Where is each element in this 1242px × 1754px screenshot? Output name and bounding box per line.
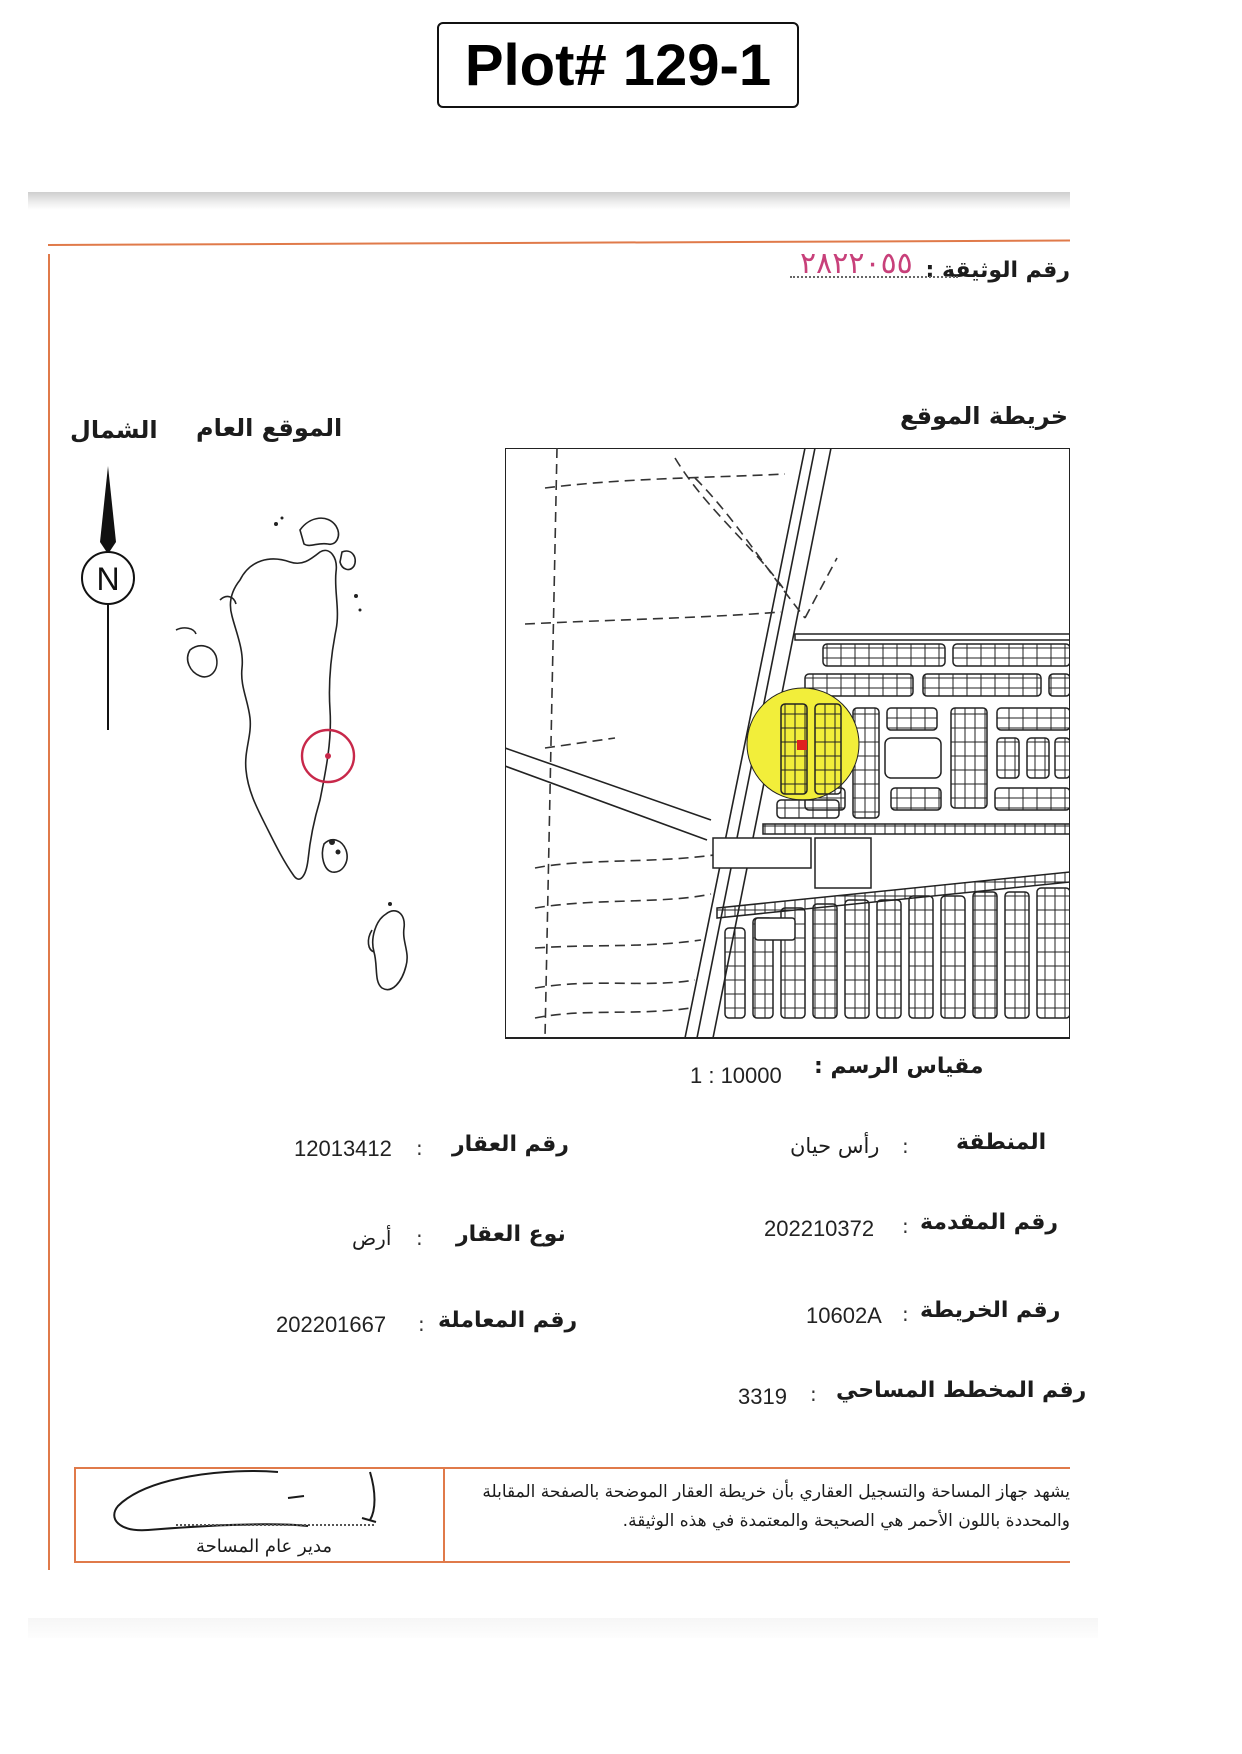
property-type-colon: : xyxy=(416,1226,423,1250)
application-number-value: 202210372 xyxy=(764,1216,875,1241)
area-value: رأس حيان xyxy=(790,1134,880,1158)
plot-marker xyxy=(797,740,807,750)
signature-title: مدير عام المساحة xyxy=(196,1536,333,1557)
map-number-value: 10602A xyxy=(806,1303,882,1328)
application-number-colon: : xyxy=(902,1214,909,1238)
document-number-dotted-line xyxy=(790,276,958,278)
north-letter: N xyxy=(96,561,120,597)
document-number-value: ٢٨٢٢٠٥٥ xyxy=(800,246,913,281)
frame-border-top xyxy=(48,240,1070,246)
map-number-label: رقم الخريطة xyxy=(920,1298,1061,1323)
document-number-label: رقم الوثيقة : xyxy=(925,258,1070,283)
scan-edge-shadow xyxy=(28,192,1070,210)
certification-divider xyxy=(443,1467,445,1563)
property-number-colon: : xyxy=(416,1136,423,1160)
signature-dotted-line xyxy=(176,1524,374,1526)
scale-label: مقياس الرسم : xyxy=(814,1054,984,1079)
area-label: المنطقة xyxy=(956,1130,1047,1155)
transaction-number-label: رقم المعاملة xyxy=(438,1308,578,1333)
survey-plan-value: 3319 xyxy=(738,1384,787,1409)
application-number-label: رقم المقدمة xyxy=(920,1210,1059,1235)
site-map xyxy=(505,448,1070,1048)
area-colon: : xyxy=(902,1134,909,1158)
scan-edge-shadow-bottom xyxy=(28,1618,1098,1638)
north-arrow-icon xyxy=(78,462,138,734)
survey-plan-label: رقم المخطط المساحي xyxy=(836,1378,1087,1403)
certification-text: يشهد جهاز المساحة والتسجيل العقاري بأن خريطة العقار الموضحة بالصفحة المقابلة والمحددة باللون الأحمر هي الصحيحة والمعتمدة في هذه الوثيقة. xyxy=(482,1482,1070,1531)
transaction-number-value: 202201667 xyxy=(276,1312,387,1337)
north-label: الشمال xyxy=(70,416,158,444)
survey-plan-colon: : xyxy=(810,1382,817,1406)
site-map-label: خريطة الموقع xyxy=(899,402,1068,430)
general-location-label: الموقع العام xyxy=(196,414,343,442)
property-type-label: نوع العقار xyxy=(456,1222,566,1247)
frame-border-left xyxy=(48,254,50,1570)
scale-value: 1 : 10000 xyxy=(690,1063,782,1088)
property-type-value: أرض xyxy=(352,1226,392,1250)
map-number-colon: : xyxy=(902,1302,909,1326)
property-number-label: رقم العقار xyxy=(452,1132,569,1157)
transaction-number-colon: : xyxy=(418,1312,425,1336)
property-number-value: 12013412 xyxy=(294,1136,392,1161)
general-location-map xyxy=(160,500,460,1030)
page-title: Plot# 129-1 xyxy=(437,22,799,108)
signature-mark xyxy=(108,1462,398,1542)
